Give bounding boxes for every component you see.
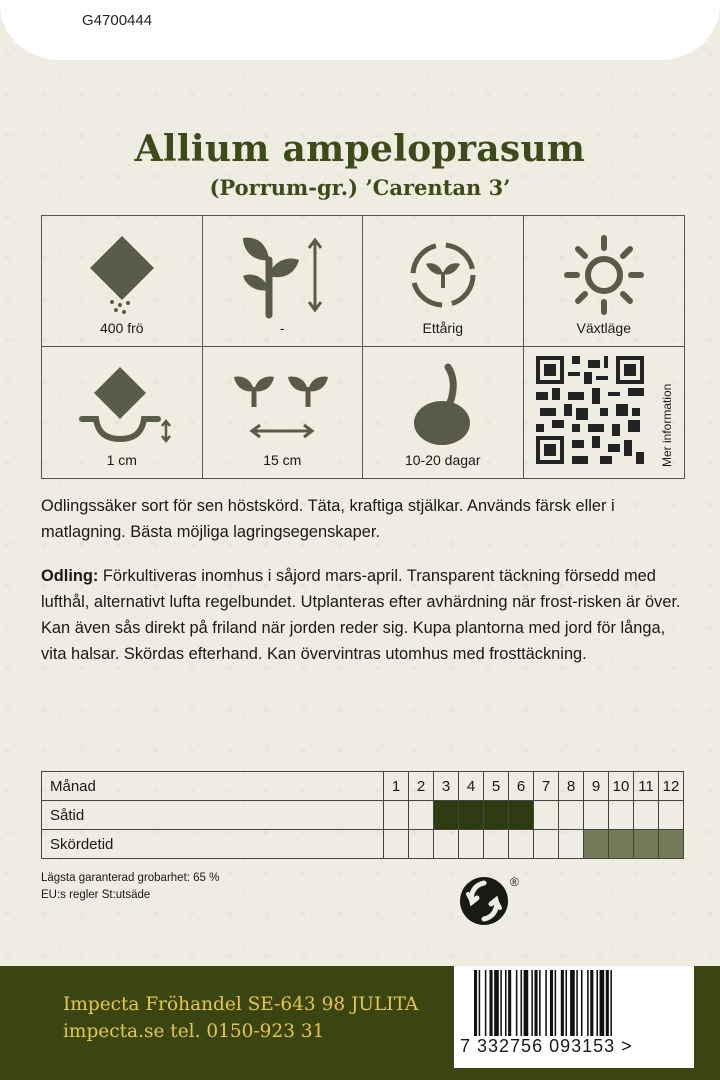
cell-germination (363, 347, 524, 478)
barcode-bar (524, 970, 529, 1036)
calendar-cell-active (484, 801, 509, 830)
barcode-bar (596, 970, 598, 1036)
month-cell: 2 (409, 772, 434, 801)
barcode-bar (565, 970, 567, 1036)
plant-height-icon (237, 230, 327, 320)
month-cell: 11 (634, 772, 659, 801)
sowing-depth-icon (72, 361, 172, 451)
calendar-cell (534, 830, 559, 859)
month-cell: 3 (434, 772, 459, 801)
calendar-cell (434, 830, 459, 859)
info-grid (41, 215, 685, 479)
barcode-bar (555, 970, 557, 1036)
calendar-cell (459, 830, 484, 859)
page-subtitle: (Porrum-gr.) ’Carentan 3’ (209, 175, 511, 200)
barcode-bar (600, 970, 605, 1036)
barcode-bar (479, 970, 481, 1036)
depth-label: 1 cm (106, 452, 137, 468)
seed-packet-icon (82, 230, 162, 320)
barcode-bar (516, 970, 518, 1036)
registered-mark: ® (510, 875, 519, 889)
barcode-number: 7 332756 093153 > (460, 1036, 633, 1056)
calendar-cell (384, 801, 409, 830)
germination-sprout-icon (398, 361, 488, 451)
barcode-bar (587, 970, 589, 1036)
cell-seeds (42, 216, 203, 347)
barcode-bars (474, 970, 672, 1036)
barcode-bar (534, 970, 537, 1036)
barcode-bar (505, 970, 507, 1036)
month-cell: 7 (534, 772, 559, 801)
cell-more-info[interactable] (524, 347, 685, 478)
month-cell: 1 (384, 772, 409, 801)
calendar-cell (634, 801, 659, 830)
barcode-bar (539, 970, 541, 1036)
calendar-cell (559, 830, 584, 859)
calendar-cell-active (434, 801, 459, 830)
month-header-label: Månad (42, 772, 384, 801)
calendar-cell (584, 801, 609, 830)
calendar-cell (384, 830, 409, 859)
cell-height (203, 216, 364, 347)
calendar-cell (409, 830, 434, 859)
month-cell: 6 (509, 772, 534, 801)
germination-label: 10-20 dagar (404, 452, 481, 468)
barcode-bar (576, 970, 578, 1036)
calendar-cell (409, 801, 434, 830)
calendar-cell (534, 801, 559, 830)
qr-code-icon[interactable] (536, 356, 644, 464)
calendar-cell-active (634, 830, 659, 859)
cultivation-body: Förkultiveras inomhus i såjord mars-april. Transparent täckning försedd med lufthål, alternativt lufta regelbundet. Utplanteras efter avhärdning när frost-risken är över. Kan även sås direkt på friland när jorden reder sig. Kupa plantorna med jord för långa, vita halsar. Skördas efterhand. Kan övervintras utomhus med frosttäckning. (41, 567, 681, 663)
annual-cycle-icon (398, 230, 488, 320)
germination-guarantee: Lägsta garanterad grobarhet: 65 % (41, 872, 220, 884)
barcode-bar (490, 970, 493, 1036)
calendar-cell (559, 801, 584, 830)
page-title: Allium ampeloprasum (134, 128, 586, 170)
harvest-row-label: Skördetid (42, 830, 384, 859)
calendar-cell (659, 801, 684, 830)
barcode-bar (570, 970, 575, 1036)
cultivation-text (41, 563, 683, 667)
barcode-bar (545, 970, 547, 1036)
spacing-label: 15 cm (263, 452, 302, 468)
cell-lifecycle (363, 216, 524, 347)
company-contact: impecta.se tel. 0150-923 31 (63, 1021, 325, 1042)
calendar-header-row (42, 772, 684, 801)
calendar-cell (509, 830, 534, 859)
description-text: Odlingssäker sort för sen höstskörd. Täta, kraftiga stjälkar. Används färsk eller i matlagning. Bästa möjliga lagringsegenskaper. (41, 497, 615, 541)
seed-count-label: 400 frö (99, 320, 144, 336)
company-address: Impecta Fröhandel SE-643 98 JULITA (63, 994, 419, 1015)
barcode-bar (485, 970, 487, 1036)
calendar-cell-active (509, 801, 534, 830)
product-code: G4700444 (82, 12, 153, 29)
cell-spacing (203, 347, 364, 478)
location-label: Växtläge (576, 320, 631, 336)
calendar-cell-active (584, 830, 609, 859)
lifecycle-label: Ettårig (422, 320, 463, 336)
barcode-bar (561, 970, 564, 1036)
barcode-bar (531, 970, 533, 1036)
barcode-bar (508, 970, 511, 1036)
barcode-bar (606, 970, 609, 1036)
more-info-label: Mer information (660, 383, 674, 467)
calendar-row-harvest (42, 830, 684, 859)
height-label: - (279, 320, 285, 336)
sowing-calendar (41, 771, 684, 859)
calendar-cell-active (609, 830, 634, 859)
month-cell: 9 (584, 772, 609, 801)
barcode-bar (550, 970, 553, 1036)
barcode-bar (610, 970, 612, 1036)
barcode-bar (521, 970, 523, 1036)
month-cell: 12 (659, 772, 684, 801)
calendar-cell (484, 830, 509, 859)
barcode (454, 966, 694, 1068)
green-dot-recycle-icon (458, 874, 524, 928)
barcode-bar (474, 970, 477, 1036)
barcode-bar (494, 970, 499, 1036)
eu-rules: EU:s regler St:utsäde (41, 889, 151, 901)
cultivation-heading: Odling: (41, 567, 99, 585)
calendar-cell (609, 801, 634, 830)
barcode-bar (590, 970, 593, 1036)
sun-icon (559, 230, 649, 320)
cell-location (524, 216, 685, 347)
cell-depth (42, 347, 203, 478)
sowing-row-label: Såtid (42, 801, 384, 830)
barcode-bar (500, 970, 502, 1036)
calendar-cell-active (659, 830, 684, 859)
month-cell: 4 (459, 772, 484, 801)
plant-spacing-icon (232, 361, 332, 451)
hang-tab (0, 0, 720, 60)
month-cell: 5 (484, 772, 509, 801)
month-cell: 10 (609, 772, 634, 801)
calendar-row-sowing (42, 801, 684, 830)
month-cell: 8 (559, 772, 584, 801)
calendar-cell-active (459, 801, 484, 830)
barcode-bar (581, 970, 583, 1036)
